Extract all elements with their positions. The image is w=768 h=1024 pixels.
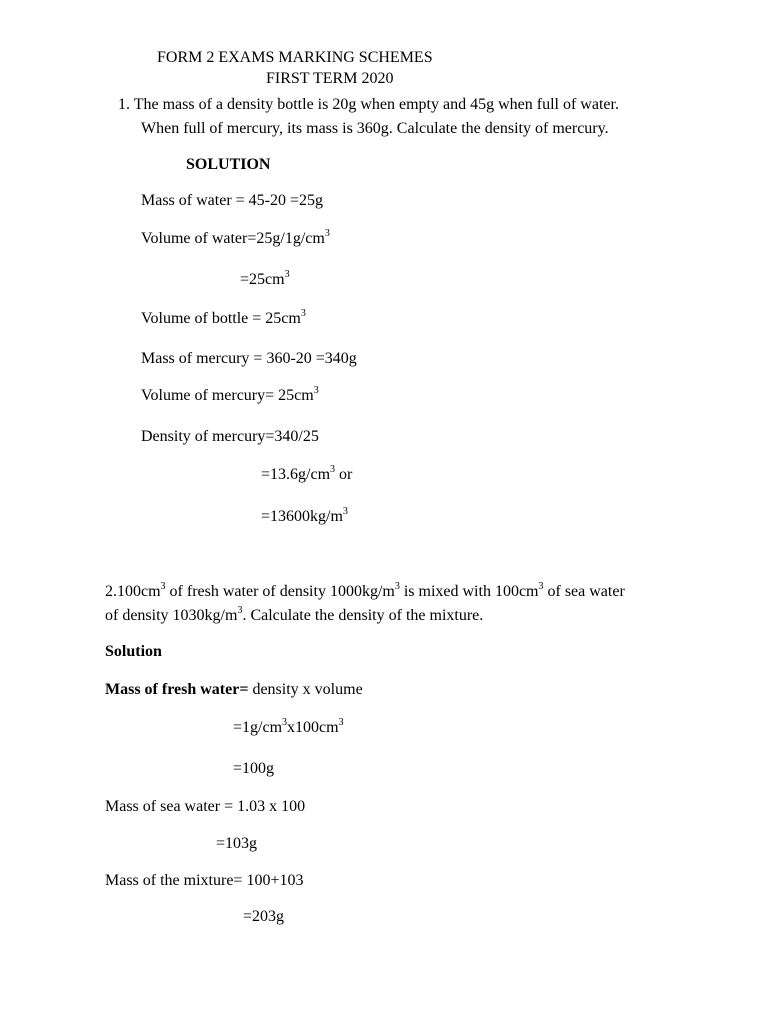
q1-solution-heading: SOLUTION: [186, 156, 271, 173]
q2-solution-heading: Solution: [105, 643, 162, 660]
q2-step-mixture-result: =203g: [243, 908, 285, 925]
q1-text-line1: 1. The mass of a density bottle is 20g when empty and 45g when full of water.: [118, 96, 619, 113]
exponent: 3: [394, 581, 400, 592]
exponent: 3: [313, 385, 319, 396]
page-subtitle: FIRST TERM 2020: [266, 70, 394, 87]
q1-step-volume-water: Volume of $water=25g/1g/cm^3$: [141, 228, 330, 247]
q1-step-volume-mercury: Volume of mercury= $25cm^3$: [141, 385, 319, 404]
q1-step-mass-water: Mass of water = 45-20 =25g: [141, 192, 324, 209]
exponent: 3: [330, 464, 336, 475]
exponent: 3: [284, 269, 290, 280]
exponent: 3: [282, 717, 288, 728]
q2-step-mass-sea-water: Mass of sea water = 1.03 x 100: [105, 798, 306, 815]
q1-step-density-si: $=13600kg/m^3$: [261, 506, 348, 525]
exponent: 3: [300, 308, 306, 319]
q2-step-fresh-calc: $=1g/cm^3x100cm^3$: [233, 717, 344, 736]
q1-step-volume-water-result: $=25cm^3$: [240, 269, 290, 288]
q1-step-density-mercury: Density of mercury=340/25: [141, 428, 319, 445]
q1-step-density-result: $=13.6g/cm^3$ or: [261, 464, 353, 483]
exponent: 3: [237, 605, 243, 616]
q2-step-fresh-result: =100g: [233, 760, 275, 777]
q2-text-line1: $2.100cm^3$ of fresh water of density $1000kg/m^3$ is mixed with $100cm^3$ of sea water: [105, 581, 625, 600]
q2-step-sea-result: =103g: [216, 835, 258, 852]
exponent: 3: [342, 506, 348, 517]
q1-step-volume-bottle: Volume of bottle = $25cm^3$: [141, 308, 306, 327]
exponent: 3: [538, 581, 544, 592]
exponent: 3: [160, 581, 166, 592]
page-title: FORM 2 EXAMS MARKING SCHEMES: [157, 49, 433, 66]
exponent: 3: [324, 228, 330, 239]
exponent: 3: [338, 717, 344, 728]
q2-text-line2: of density $1030kg/m^3$. Calculate the density of the mixture.: [105, 605, 484, 624]
q2-step-mass-fresh-water: Mass of fresh water= density x volume: [105, 681, 363, 698]
q2-step-mass-mixture: Mass of the mixture= 100+103: [105, 872, 304, 889]
q1-step-mass-mercury: Mass of mercury = 360-20 =340g: [141, 350, 357, 367]
q1-text-line2: When full of mercury, its mass is 360g. Calculate the density of mercury.: [141, 120, 609, 137]
